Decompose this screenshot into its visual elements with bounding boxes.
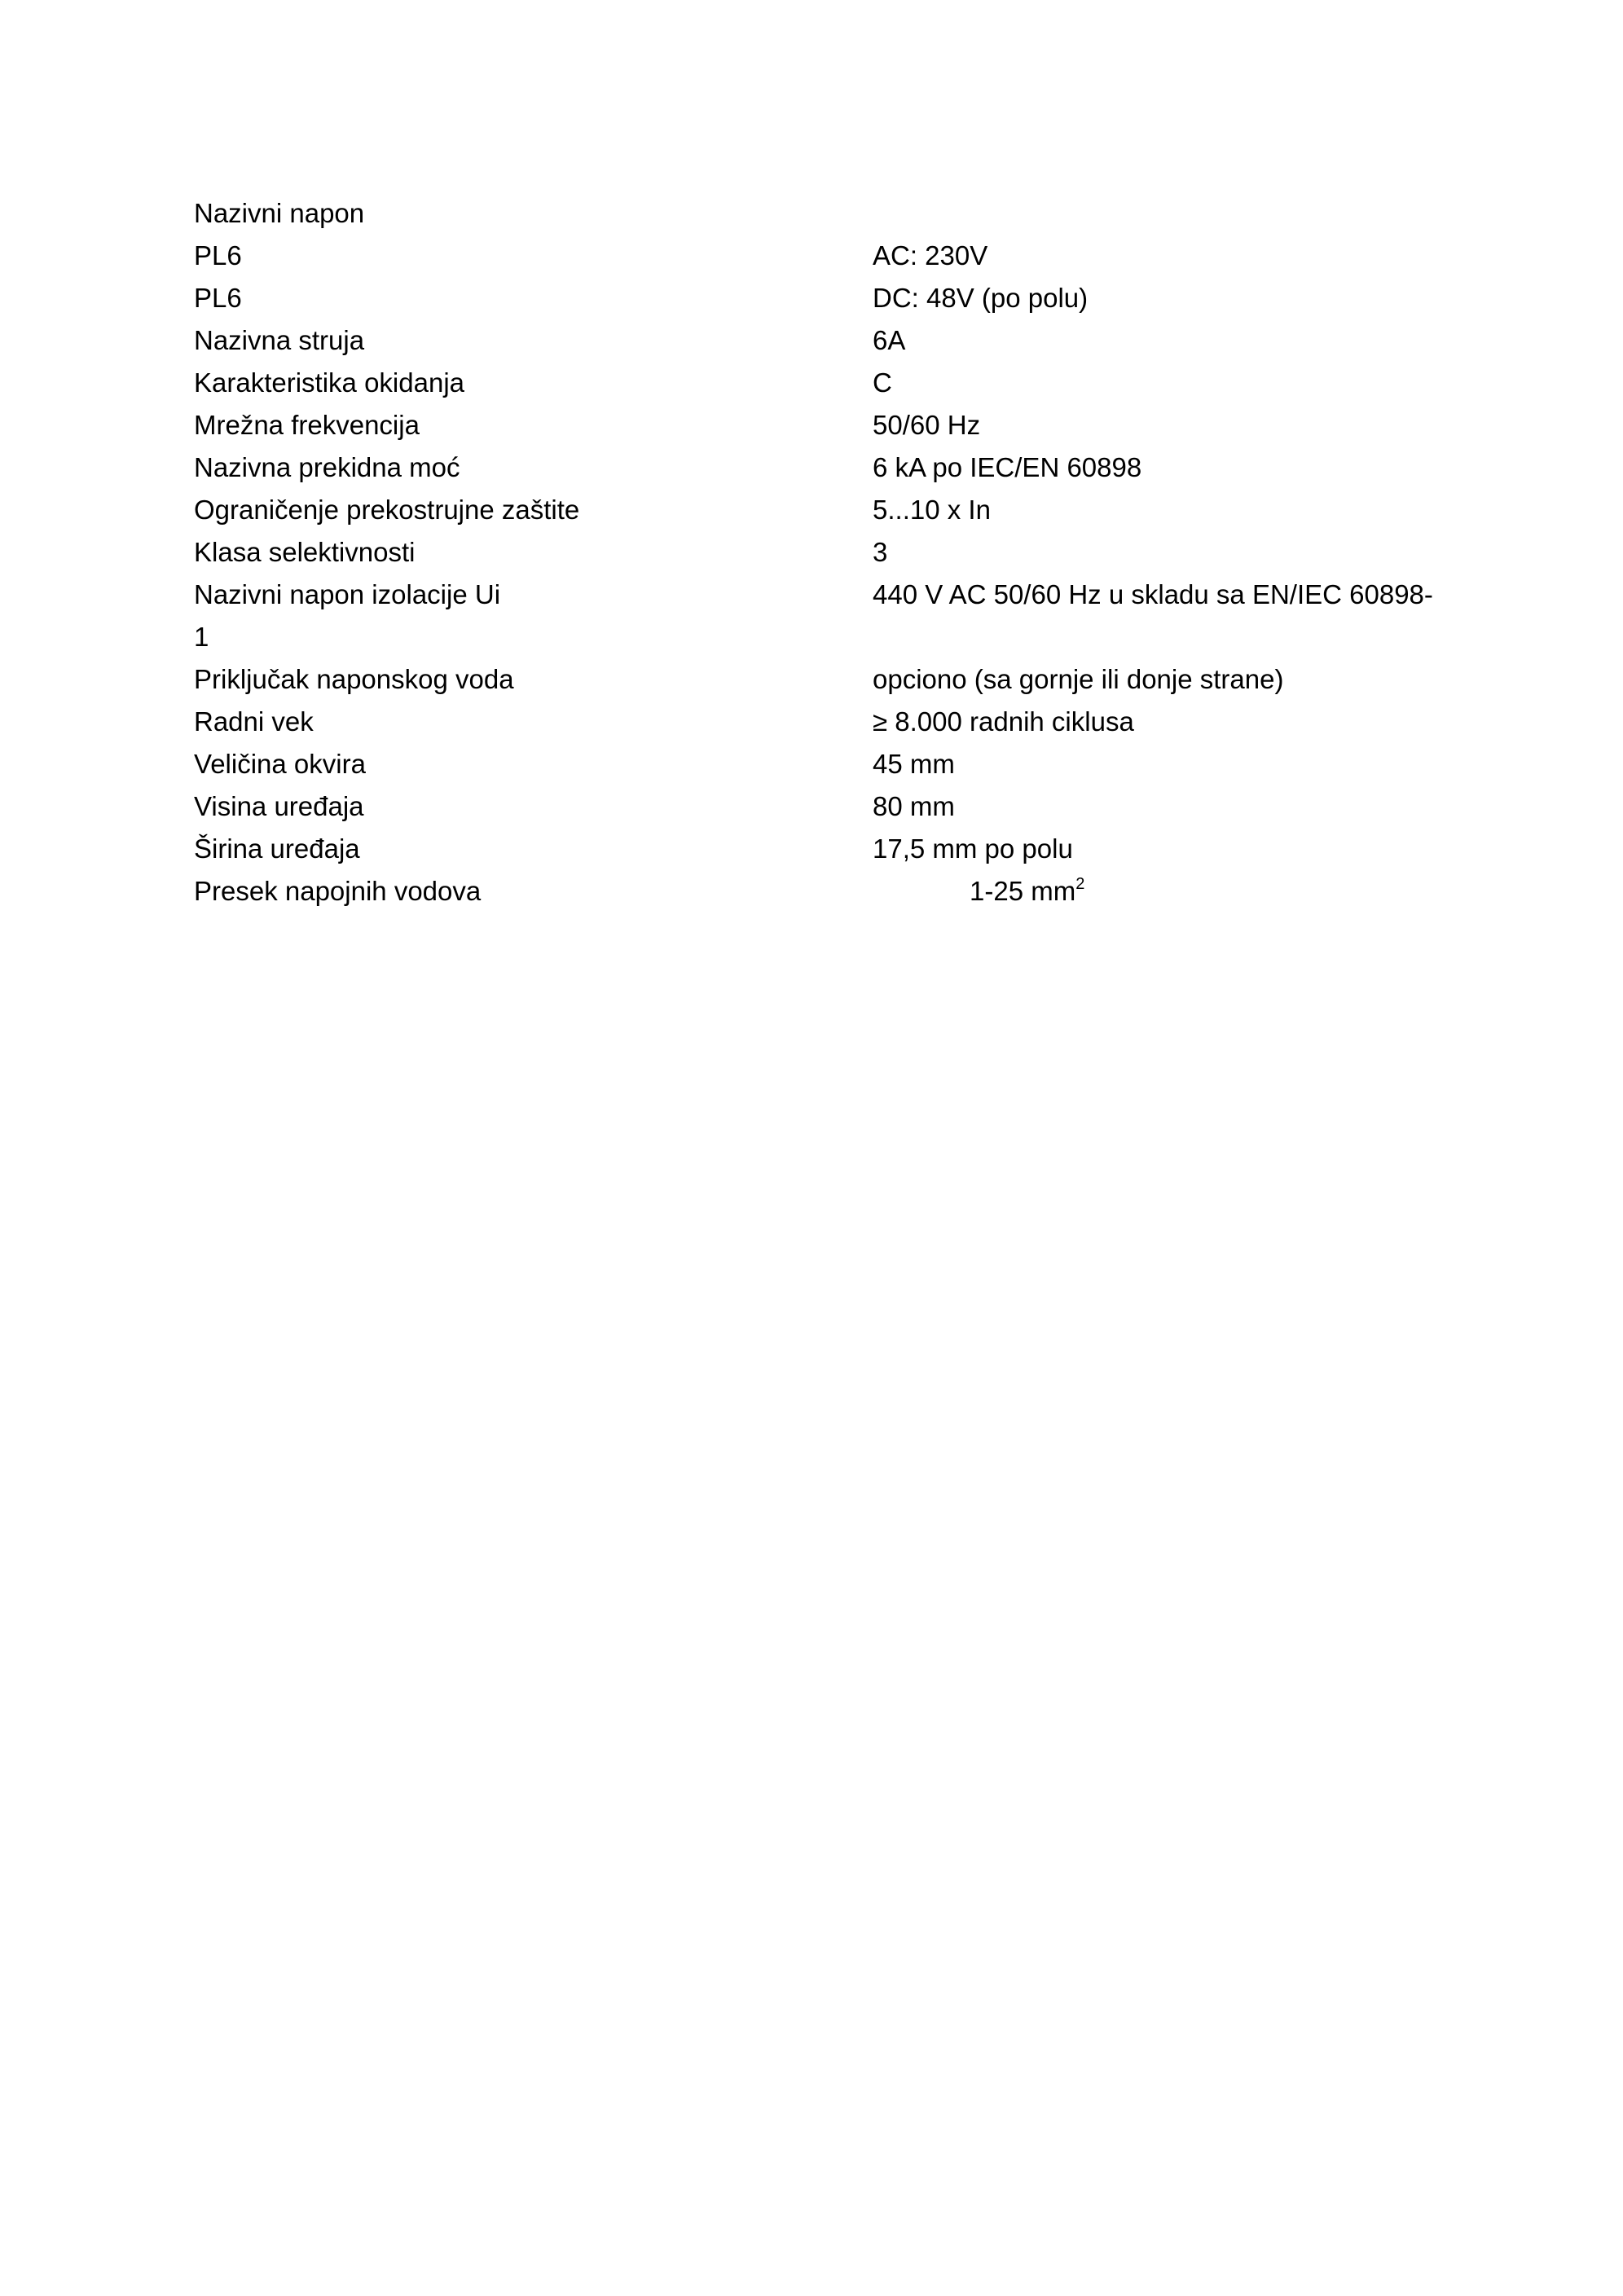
spec-list (194, 192, 1465, 913)
spec-label: Radni vek (194, 706, 314, 737)
spec-value: 440 V AC 50/60 Hz u skladu sa EN/IEC 60898- (873, 579, 1433, 609)
spec-label: Nazivna struja (194, 325, 365, 355)
spec-row (194, 531, 1465, 574)
spec-row (194, 574, 1465, 616)
spec-label: Nazivna prekidna moć (194, 452, 460, 482)
spec-value: 80 mm (873, 791, 955, 821)
spec-row (194, 701, 1465, 743)
spec-row (194, 489, 1465, 531)
superscript-exponent: 2 (1075, 875, 1085, 893)
spec-value: 6 kA po IEC/EN 60898 (873, 452, 1142, 482)
spec-label: PL6 (194, 240, 242, 271)
spec-row (194, 404, 1465, 446)
spec-label: PL6 (194, 283, 242, 313)
spec-value: ≥ 8.000 radnih ciklusa (873, 706, 1134, 737)
spec-label: 1 (194, 622, 209, 652)
spec-label: Nazivni napon (194, 198, 365, 228)
spec-label: Širina uređaja (194, 834, 360, 864)
spec-value: 5...10 x In (873, 495, 991, 525)
spec-row (194, 658, 1465, 701)
spec-row (194, 743, 1465, 785)
spec-row (194, 319, 1465, 362)
spec-value: DC: 48V (po polu) (873, 283, 1089, 313)
spec-row (194, 785, 1465, 828)
spec-value: opciono (sa gornje ili donje strane) (873, 664, 1284, 694)
spec-row (194, 192, 1465, 235)
spec-row (194, 446, 1465, 489)
spec-value: C (873, 367, 892, 398)
spec-label: Presek napojnih vodova (194, 876, 482, 906)
spec-row (194, 277, 1465, 319)
spec-label: Veličina okvira (194, 749, 366, 779)
spec-value: AC: 230V (873, 240, 988, 271)
spec-row (194, 362, 1465, 404)
spec-label: Klasa selektivnosti (194, 537, 416, 567)
spec-row (194, 828, 1465, 870)
spec-value: 6A (873, 325, 906, 355)
spec-label: Mrežna frekvencija (194, 410, 420, 440)
spec-label: Priključak naponskog voda (194, 664, 514, 694)
spec-value-text: 1-25 mm (970, 876, 1076, 906)
spec-label: Visina uređaja (194, 791, 364, 821)
spec-value: 3 (873, 537, 888, 567)
spec-row (194, 235, 1465, 277)
spec-value: 45 mm (873, 749, 955, 779)
spec-label: Karakteristika okidanja (194, 367, 464, 398)
spec-value: 50/60 Hz (873, 410, 981, 440)
spec-value-cross-section (970, 870, 1084, 913)
spec-row (194, 870, 1465, 913)
spec-label: Ograničenje prekostrujne zaštite (194, 495, 580, 525)
spec-label: Nazivni napon izolacije Ui (194, 579, 501, 609)
spec-value: 17,5 mm po polu (873, 834, 1073, 864)
spec-row (194, 616, 1465, 658)
